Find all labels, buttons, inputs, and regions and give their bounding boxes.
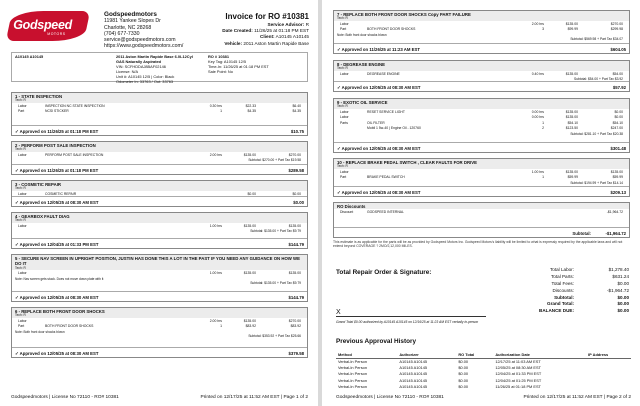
footer-page-1: Printed on 12/17/25 at 11:52 AM EST | Page 1 of 2 bbox=[200, 395, 308, 400]
job-approval bbox=[12, 291, 307, 301]
history-cell: $0.00 bbox=[458, 359, 469, 365]
history-cell: 12/17/25 at 11:03 AM EST bbox=[495, 359, 541, 365]
approved-status: ✓ Approved on 12/05/25 at 08:30 AM EST bbox=[337, 145, 421, 151]
job-approval bbox=[12, 238, 307, 248]
job-subtotal: Subtotal: $135.00 + Part Tax $9.79 bbox=[250, 281, 301, 285]
job-title bbox=[12, 255, 307, 270]
history-cell: 12/05/25 at 08:30 AM EST bbox=[495, 365, 541, 371]
job-line: Labor 1.00 hrs $135.00 $135.00 bbox=[18, 224, 301, 228]
invoice-header: Invoice for RO #10381 Service Advisor: R Date Created: 11/26/25 at 01:18 PM EST Client: A10145 A10145 Vehicle: 2011 Aston Martin Rapide Base bbox=[222, 12, 309, 46]
job-title bbox=[334, 61, 629, 71]
job-title-text: 8 - DEGREASE ENGINE bbox=[337, 62, 385, 67]
job-line: Labor 2.00 hrs $135.00 $270.00 bbox=[340, 22, 623, 26]
job-line: Labor 1.00 hrs $135.00 $135.00 bbox=[340, 170, 623, 174]
job-lines bbox=[334, 21, 629, 42]
job-total: $144.79 bbox=[288, 241, 304, 247]
totals-value: $631.24 bbox=[612, 273, 629, 279]
totals-label: Discounts: bbox=[552, 287, 574, 293]
job-section bbox=[333, 10, 630, 54]
totals-value: $0.00 bbox=[617, 301, 629, 307]
job-lines bbox=[12, 318, 307, 339]
job-line: Labor COSMETIC REPAIR $0.00 $0.00 bbox=[18, 192, 301, 196]
totals-label: Subtotal: bbox=[554, 294, 574, 300]
shop-info: Godspeedmotors 11981 Yankee Slopes Dr Charlotte, NC 28268 (704) 677-7330 service@godspeedmotors.com https://www.godspeedmotors.com/ bbox=[104, 11, 184, 50]
godspeed-logo: Godspeed MOTORS bbox=[6, 11, 90, 41]
job-subtotal: Subtotal: $569.98 + Part Tax $34.07 bbox=[570, 36, 623, 41]
history-cell: Verbal-In Person bbox=[338, 377, 367, 383]
invoice-page-1 bbox=[0, 0, 318, 406]
totals-row bbox=[501, 288, 629, 295]
job-title bbox=[334, 11, 629, 21]
job-approval bbox=[334, 43, 629, 53]
job-section bbox=[11, 92, 308, 136]
vehicle-info-box: A10145 A10145 2011 Aston Martin Rapide Base 6.0L12Cyl GAS Naturally Aspirated VIN: SCFHDDAJ8BAF02146 License: N/A Unit #: A10145 12/5 | Color: Black Odometer In: 33763 / Out: 33763 RO # 10381 Key Tag: A10145 12/5 Time-In: 11/26/25 at 01:18 PM EST Sale Point: No bbox=[11, 52, 308, 82]
job-title-text: 5 - SECURE NAV SCREEN IN UPRIGHT POSITION, JUSTIN HAS DONE THIS A LOT IN THE PAST IF YOU NEED ANY GUIDANCE ON HOW WE DO IT bbox=[15, 256, 300, 267]
history-cell: A10145 A10145 bbox=[399, 377, 428, 383]
job-tech: Tech: R bbox=[15, 218, 26, 223]
job-total: $10.75 bbox=[290, 128, 304, 134]
totals-value: $0.00 bbox=[617, 308, 629, 314]
job-lines bbox=[334, 109, 629, 137]
job-title bbox=[334, 99, 629, 109]
job-line: Labor RESET SERVICE LIGHT 0.00 hrs $135.00 $0.00 bbox=[340, 110, 623, 114]
job-tech: Tech: R bbox=[337, 104, 348, 109]
shop-website[interactable]: https://www.godspeedmotors.com/ bbox=[104, 43, 184, 50]
shop-name: Godspeedmotors bbox=[104, 11, 157, 18]
approved-status: ✓ Approved on 11/26/25 at 01:18 PM EST bbox=[15, 128, 99, 134]
job-section bbox=[11, 212, 308, 249]
approved-status: ✓ Approved on 12/05/25 at 08:30 AM EST bbox=[337, 84, 421, 90]
approval-history-table bbox=[336, 351, 631, 389]
history-cell: Verbal-In Person bbox=[338, 371, 367, 377]
totals-row bbox=[501, 281, 629, 288]
job-title-text: 3 - COSMETIC REPAIR bbox=[15, 182, 61, 187]
job-line: Mobil 1 5w-40 | Engine Oil - 120760 2 $123.50 $247.00 bbox=[367, 126, 623, 131]
job-section bbox=[11, 180, 308, 207]
job-total: $209.13 bbox=[610, 189, 626, 195]
history-cell: $0.00 bbox=[458, 377, 469, 383]
footer-page-2: Printed on 12/17/25 at 11:52 AM EST | Page 2 of 2 bbox=[523, 395, 631, 400]
job-section bbox=[11, 254, 308, 302]
history-cell: Verbal-In Person bbox=[338, 365, 367, 371]
job-note: Note: Both front door shocks blown bbox=[337, 32, 387, 37]
approved-status: ✓ Approved on 12/05/25 at 08:30 AM EST bbox=[337, 189, 421, 195]
job-approval bbox=[334, 186, 629, 196]
approved-status: ✓ Approved on 11/26/25 at 01:18 PM EST bbox=[15, 167, 99, 173]
footer-left-2: Godspeedmotors | License No 72110 - RO# 10381 bbox=[336, 395, 444, 400]
job-subtotal: Subtotal: $353.92 + Part Tax $25.66 bbox=[248, 333, 301, 338]
job-note: Note: Nav screen gets stuck. Does not move down plate with it bbox=[15, 276, 104, 281]
job-approval bbox=[12, 125, 307, 135]
totals-label: Total Labor: bbox=[549, 267, 574, 272]
job-line: Parts OIL FILTER 1 $54.10 $54.10 bbox=[340, 120, 623, 125]
job-title bbox=[334, 159, 629, 169]
job-approval bbox=[334, 142, 629, 152]
history-cell: 12/04/25 at 01:33 PM EST bbox=[495, 371, 542, 377]
totals-row bbox=[501, 267, 629, 274]
job-line: Labor PERFORM POST SALE INSPECTION 2.00 hrs $135.00 $270.00 bbox=[18, 153, 301, 157]
job-title bbox=[12, 181, 307, 191]
approved-status: ✓ Approved on 12/05/25 at 08:30 AM EST bbox=[15, 350, 99, 356]
job-section bbox=[11, 141, 308, 175]
approved-status: ✓ Approved on 12/05/25 at 08:30 AM EST bbox=[15, 199, 99, 205]
job-approval bbox=[12, 164, 307, 174]
job-subtotal: Subtotal: $135.00 + Part Tax $9.79 bbox=[250, 229, 301, 234]
job-subtotal: Subtotal: $281.10 + Part Tax $20.38 bbox=[570, 131, 623, 136]
job-tech: Tech: R bbox=[15, 147, 26, 152]
totals-row bbox=[501, 308, 629, 315]
invoice-title: Invoice for RO #10381 bbox=[225, 12, 309, 21]
job-section bbox=[333, 60, 630, 92]
job-section bbox=[333, 98, 630, 153]
job-line: Part BOTH FRONT DOOR SHOCKS 1 $83.92 $83.92 bbox=[18, 324, 301, 329]
history-cell: A10145 A10145 bbox=[399, 359, 428, 365]
history-cell: 12/04/25 at 01:25 PM EST bbox=[495, 377, 542, 383]
job-title bbox=[12, 142, 307, 152]
job-total: $379.58 bbox=[288, 350, 304, 356]
totals-row bbox=[501, 274, 629, 281]
job-line: Part NCSI STICKER 1 $4.35 $4.35 bbox=[18, 109, 301, 114]
job-line: Labor DEGREASE ENGINE 0.40 hrs $135.00 $54.00 bbox=[340, 72, 623, 76]
authorization-note: Grand Total $0.00 authorized by A10145 A10145 on 12/16/25 at 11:23 AM EST verbally in-person bbox=[336, 320, 479, 324]
job-lines bbox=[12, 270, 307, 286]
job-section bbox=[11, 307, 308, 358]
job-lines bbox=[12, 103, 307, 116]
ro-discounts: RO Discounts Discount GODSPEED INTERNAL -$1,964.72 Subtotal: -$1,964.72 bbox=[333, 202, 630, 238]
job-title-text: 4 - GEARBOX FAULT DIAG bbox=[15, 214, 70, 219]
job-title-text: 9 - EXOTIC OIL SERVICE bbox=[337, 100, 388, 105]
job-line: Labor 2.00 hrs $135.00 $270.00 bbox=[18, 319, 301, 323]
job-tech: Tech: R bbox=[15, 313, 26, 318]
job-approval bbox=[12, 196, 307, 206]
job-subtotal: Subtotal: $194.99 + Part Tax $14.14 bbox=[570, 180, 623, 185]
job-tech: Tech: R bbox=[15, 186, 26, 191]
approved-status: ✓ Approved on 12/04/25 at 01:33 PM EST bbox=[15, 241, 99, 247]
job-title-text: 1 - STATE INSPECTION bbox=[15, 94, 63, 99]
history-cell: Verbal-In Person bbox=[338, 383, 367, 389]
history-heading: Previous Approval History bbox=[336, 338, 417, 345]
warranty-disclaimer: This estimate is as applicable for the parts will be as provided by Godspeed Motors Inc. Godspeed Motors's liability will be limited to what is expressly required by the applicable laws and will not extend beyond COVERAGE ? 2MO/2,12,000 MILES. bbox=[333, 240, 623, 249]
job-title bbox=[12, 213, 307, 223]
shop-email[interactable]: service@godspeedmotors.com bbox=[104, 37, 176, 44]
history-cell: A10145 A10145 bbox=[399, 371, 428, 377]
job-lines bbox=[334, 169, 629, 186]
history-cell: A10145 A10145 bbox=[399, 365, 428, 371]
totals-label: Grand Total: bbox=[547, 301, 574, 307]
job-lines bbox=[12, 223, 307, 235]
job-tech: Tech: R bbox=[15, 265, 26, 270]
job-title-text: 7 - REPLACE BOTH FRONT DOOR SHOCKS Copy PART FAILURE bbox=[337, 12, 471, 17]
job-line: Part BOTH FRONT DOOR SHOCKS 3 $99.99 $299.98 bbox=[340, 27, 623, 32]
job-title-text: 10 - REPLACE BRAKE PEDAL SWITCH , CLEAR FAULTS FOR DRIVE bbox=[337, 160, 477, 165]
history-cell: 11/26/25 at 01:18 PM EST bbox=[495, 383, 541, 389]
job-total: $604.05 bbox=[610, 46, 626, 52]
totals-value: $0.00 bbox=[617, 280, 629, 286]
totals-value: $0.00 bbox=[617, 294, 629, 300]
job-approval bbox=[12, 347, 307, 357]
totals-heading: Total Repair Order & Signature: bbox=[336, 269, 432, 276]
job-note: Note: Both front door shocks blown bbox=[15, 329, 65, 334]
job-tech: Tech: R bbox=[337, 16, 348, 21]
history-cell: $0.00 bbox=[458, 371, 469, 377]
totals-label: Total Parts: bbox=[551, 273, 574, 279]
history-column-header: Authorization Date bbox=[493, 351, 586, 359]
history-cell: $0.00 bbox=[458, 365, 469, 371]
job-total: $57.92 bbox=[612, 84, 626, 90]
job-line: Part BRAKE PEDAL SWITCH 1 $59.99 $59.99 bbox=[340, 175, 623, 180]
invoice-page-2 bbox=[322, 0, 640, 406]
totals-table bbox=[501, 267, 629, 315]
job-tech: Tech: R bbox=[15, 98, 26, 103]
job-total: $144.79 bbox=[288, 294, 304, 300]
job-total: $0.00 bbox=[293, 199, 304, 205]
job-line: Labor INSPECTION NC STATE INSPECTION 0.30 hrs $22.33 $6.40 bbox=[18, 104, 301, 108]
history-cell bbox=[586, 383, 631, 389]
job-subtotal: Subtotal: $54.00 + Part Tax $3.92 bbox=[574, 77, 623, 82]
job-title-text: 6 - REPLACE BOTH FRONT DOOR SHOCKS bbox=[15, 309, 105, 314]
job-title bbox=[12, 308, 307, 318]
job-line: Labor 0.00 hrs $135.00 $0.00 bbox=[340, 115, 623, 120]
job-subtotal: Subtotal: $270.00 + Part Tax $19.58 bbox=[248, 158, 301, 163]
job-lines bbox=[12, 152, 307, 164]
job-line: Labor 1.00 hrs $135.00 $135.00 bbox=[18, 271, 301, 276]
signature-line[interactable]: X bbox=[336, 309, 486, 317]
history-cell: A10145 A10145 bbox=[399, 383, 428, 389]
footer-left: Godspeedmotors | License No 72110 - RO# 10381 bbox=[11, 395, 119, 400]
totals-row bbox=[501, 301, 629, 308]
job-total: $301.48 bbox=[610, 145, 626, 151]
totals-row bbox=[501, 295, 629, 302]
job-tech: Tech: R bbox=[337, 164, 348, 169]
job-title bbox=[12, 93, 307, 103]
totals-label: Total Fees: bbox=[551, 280, 574, 286]
history-cell: $0.00 bbox=[458, 383, 469, 389]
history-cell: Verbal-In Person bbox=[338, 359, 367, 365]
history-column-header: Method bbox=[336, 351, 397, 359]
history-row bbox=[336, 383, 631, 389]
job-tech: Tech: R bbox=[337, 66, 348, 71]
job-total: $289.58 bbox=[288, 167, 304, 173]
totals-value: $1,278.40 bbox=[608, 267, 629, 272]
totals-value: -$1,964.72 bbox=[607, 287, 629, 293]
history-column-header: IP Address bbox=[586, 351, 631, 359]
job-section bbox=[333, 158, 630, 197]
job-title-text: 2 - PERFORM POST SALE INSPECTION bbox=[15, 143, 96, 148]
history-column-header: RO Total bbox=[456, 351, 493, 359]
approved-status: ✓ Approved on 12/05/25 at 08:30 AM EST bbox=[15, 294, 99, 300]
totals-label: BALANCE DUE: bbox=[539, 308, 574, 314]
job-approval bbox=[334, 81, 629, 91]
approved-status: ✓ Approved on 11/26/25 at 11:23 AM EST bbox=[337, 46, 421, 52]
history-column-header: Authorizer bbox=[397, 351, 456, 359]
